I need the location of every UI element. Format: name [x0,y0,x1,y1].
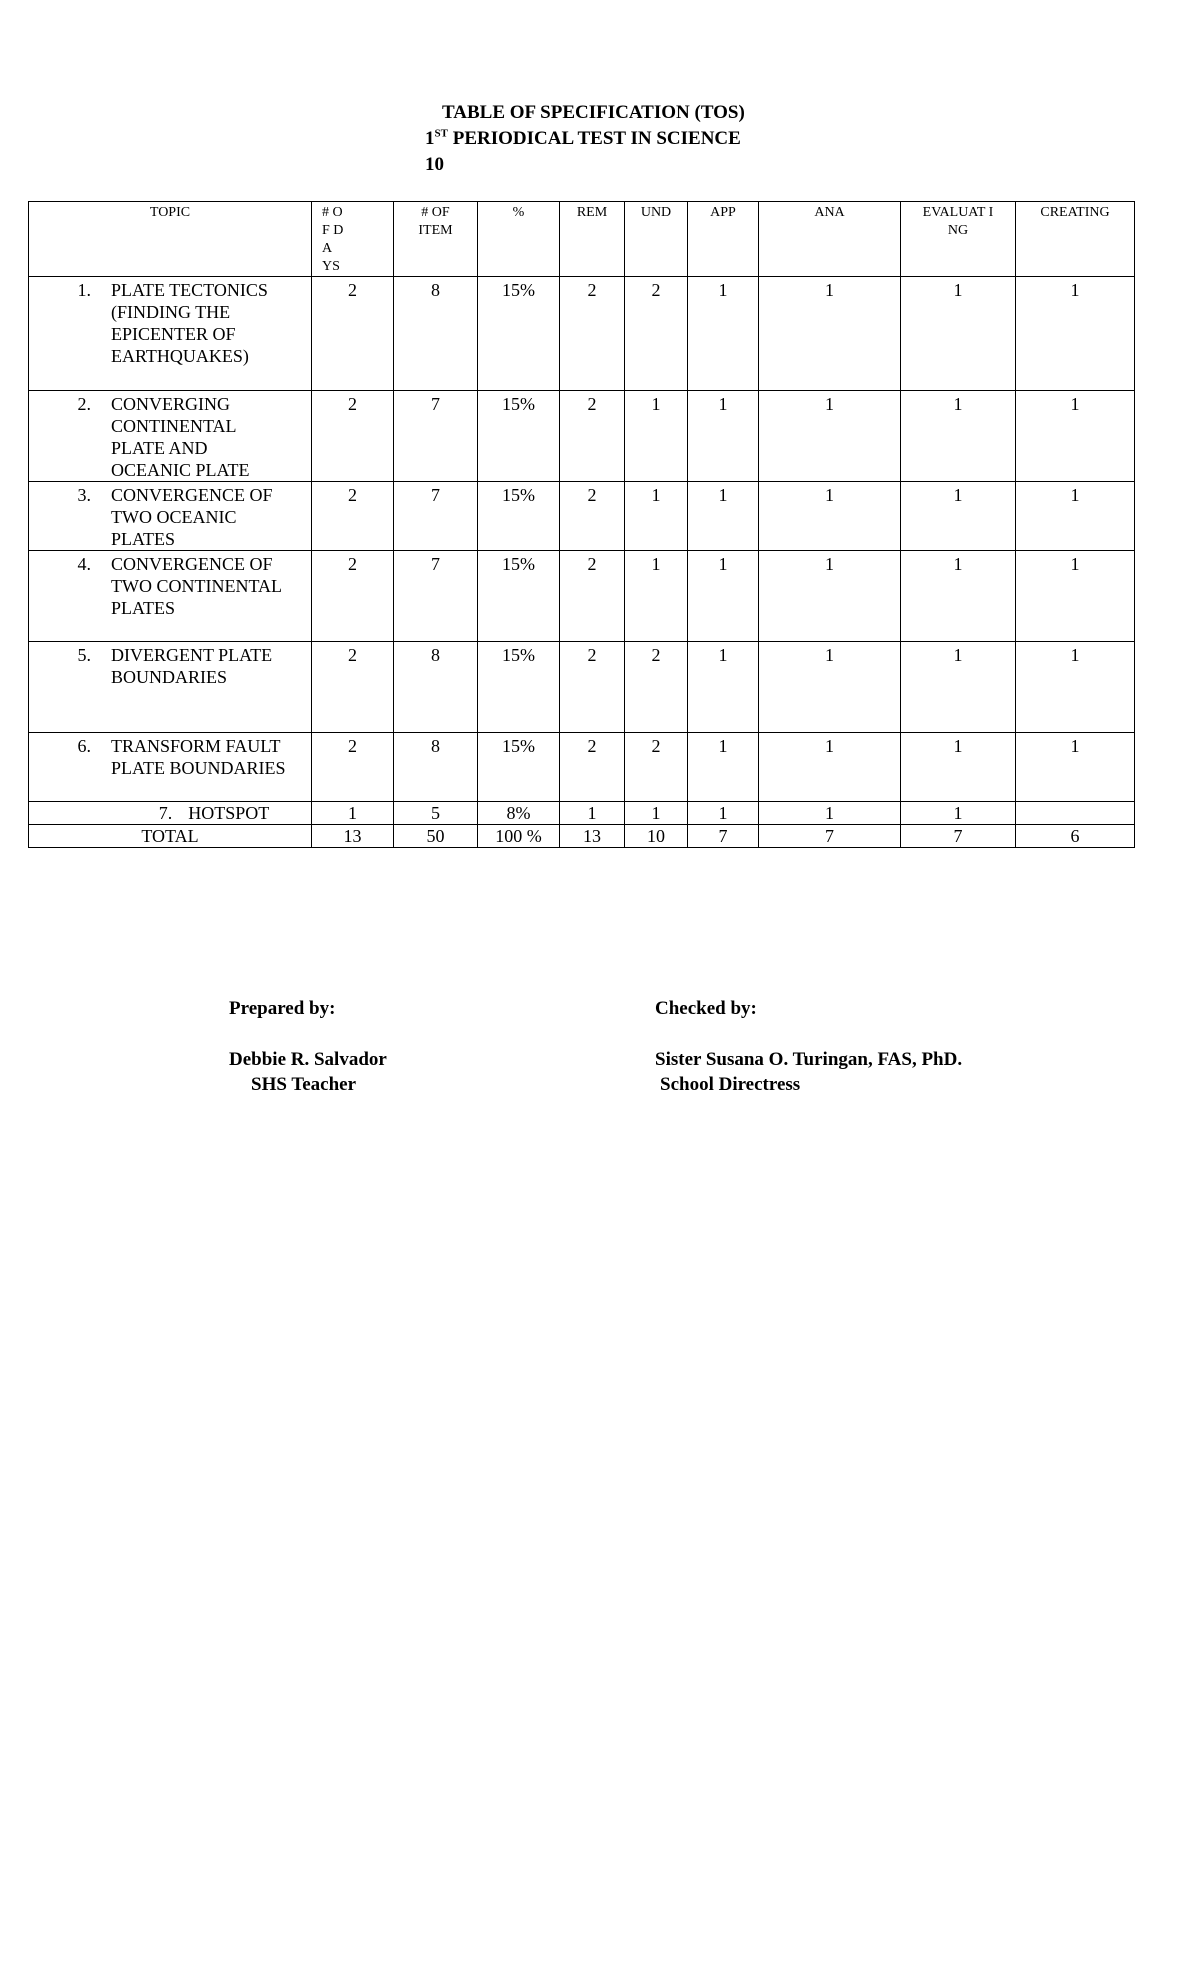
title-ordinal: 1 [425,128,435,149]
table-row [29,642,1135,733]
total-app: 7 [688,825,759,848]
ana-cell: 1 [759,277,901,391]
eval-cell: 1 [901,277,1016,391]
percent-cell: 15% [478,642,560,733]
eval-cell: 1 [901,733,1016,802]
topic-cell [29,733,312,802]
percent-cell: 15% [478,733,560,802]
und-cell: 1 [625,551,688,642]
days-cell: 1 [312,802,394,825]
header-days [312,202,394,277]
topic-number: 7. [158,803,173,823]
und-cell: 2 [625,642,688,733]
und-cell: 2 [625,733,688,802]
items-cell: 7 [394,551,478,642]
creating-cell: 1 [1016,551,1135,642]
tos-table [28,201,1135,848]
table-header-row [29,202,1135,277]
creating-cell: 1 [1016,277,1135,391]
eval-cell: 1 [901,802,1016,825]
header-rem: REM [560,202,625,277]
days-cell: 2 [312,482,394,551]
creating-cell: 1 [1016,391,1135,482]
checked-by-title: School Directress [660,1074,801,1095]
eval-cell: 1 [901,391,1016,482]
table-row [29,277,1135,391]
total-percent: 100 % [478,825,560,848]
topic-number: 1. [77,280,91,300]
header-und: UND [625,202,688,277]
total-ana: 7 [759,825,901,848]
days-cell: 2 [312,642,394,733]
days-cell: 2 [312,551,394,642]
topic-text: CONVERGING CONTINENTAL PLATE AND OCEANIC PLATE [111,394,250,480]
total-creating: 6 [1016,825,1135,848]
topic-text: CONVERGENCE OF TWO OCEANIC PLATES [111,485,273,549]
checked-by-block [655,996,962,1097]
topic-number: 5. [77,645,91,665]
header-evaluating [901,202,1016,277]
eval-cell: 1 [901,642,1016,733]
percent-cell: 15% [478,482,560,551]
title-line-3: 10 [425,154,444,175]
title-line-2 [425,126,845,152]
app-cell: 1 [688,551,759,642]
und-cell: 1 [625,802,688,825]
items-cell: 7 [394,482,478,551]
topic-number: 4. [77,554,91,574]
table-row [29,733,1135,802]
table-row [29,802,1135,825]
items-cell: 5 [394,802,478,825]
topic-text: HOTSPOT [188,803,270,823]
app-cell: 1 [688,802,759,825]
topic-text: DIVERGENT PLATE BOUNDARIES [111,645,273,687]
app-cell: 1 [688,277,759,391]
items-cell: 8 [394,733,478,802]
percent-cell: 8% [478,802,560,825]
app-cell: 1 [688,642,759,733]
topic-cell [29,391,312,482]
header-ana: ANA [759,202,901,277]
rem-cell: 2 [560,482,625,551]
prepared-by-title: SHS Teacher [251,1074,357,1095]
rem-cell: 2 [560,391,625,482]
und-cell: 2 [625,277,688,391]
header-days-text: # OF DA YS [322,205,344,274]
rem-cell: 2 [560,733,625,802]
und-cell: 1 [625,482,688,551]
total-items: 50 [394,825,478,848]
prepared-by-label: Prepared by: [229,998,336,1019]
ana-cell: 1 [759,802,901,825]
topic-number: 6. [77,736,91,756]
title-line-2-text: PERIODICAL TEST IN SCIENCE [447,128,741,149]
eval-cell: 1 [901,482,1016,551]
creating-cell: 1 [1016,482,1135,551]
rem-cell: 2 [560,277,625,391]
und-cell: 1 [625,391,688,482]
checked-by-label: Checked by: [655,998,757,1019]
days-cell: 2 [312,391,394,482]
table-row [29,391,1135,482]
topic-cell [29,482,312,551]
ana-cell: 1 [759,733,901,802]
creating-cell: 1 [1016,733,1135,802]
creating-cell [1016,802,1135,825]
app-cell: 1 [688,391,759,482]
rem-cell: 1 [560,802,625,825]
header-items-text: # OF ITEM [418,205,453,238]
prepared-by-name: Debbie R. Salvador [229,1049,387,1070]
days-cell: 2 [312,277,394,391]
total-und: 10 [625,825,688,848]
topic-text: PLATE TECTONICS (FINDING THE EPICENTER OF EARTHQUAKES) [111,280,268,366]
total-days: 13 [312,825,394,848]
items-cell: 8 [394,277,478,391]
topic-number: 3. [77,485,91,505]
items-cell: 8 [394,642,478,733]
days-cell: 2 [312,733,394,802]
creating-cell: 1 [1016,642,1135,733]
topic-text: CONVERGENCE OF TWO CONTINENTAL PLATES [111,554,282,618]
checked-by-name: Sister Susana O. Turingan, FAS, PhD. [655,1049,963,1070]
prepared-by-block [229,996,387,1097]
eval-cell: 1 [901,551,1016,642]
document-title [425,100,845,178]
table-row [29,551,1135,642]
header-creating: CREATING [1016,202,1135,277]
total-rem: 13 [560,825,625,848]
app-cell: 1 [688,733,759,802]
topic-cell [29,277,312,391]
percent-cell: 15% [478,391,560,482]
topic-number: 2. [77,394,91,414]
ana-cell: 1 [759,482,901,551]
percent-cell: 15% [478,551,560,642]
total-eval: 7 [901,825,1016,848]
header-topic: TOPIC [29,202,312,277]
rem-cell: 2 [560,551,625,642]
app-cell: 1 [688,482,759,551]
items-cell: 7 [394,391,478,482]
table-row [29,482,1135,551]
ana-cell: 1 [759,391,901,482]
topic-cell [29,802,312,825]
topic-cell [29,642,312,733]
percent-cell: 15% [478,277,560,391]
ana-cell: 1 [759,642,901,733]
header-evaluating-text: EVALUAT ING [922,205,994,238]
topic-cell [29,551,312,642]
total-row [29,825,1135,848]
header-percent: % [478,202,560,277]
header-items [394,202,478,277]
total-label: TOTAL [29,825,312,848]
title-line-1: TABLE OF SPECIFICATION (TOS) [442,102,745,123]
title-ordinal-suffix: ST [434,127,448,140]
header-app: APP [688,202,759,277]
topic-text: TRANSFORM FAULT PLATE BOUNDARIES [111,736,286,778]
ana-cell: 1 [759,551,901,642]
rem-cell: 2 [560,642,625,733]
